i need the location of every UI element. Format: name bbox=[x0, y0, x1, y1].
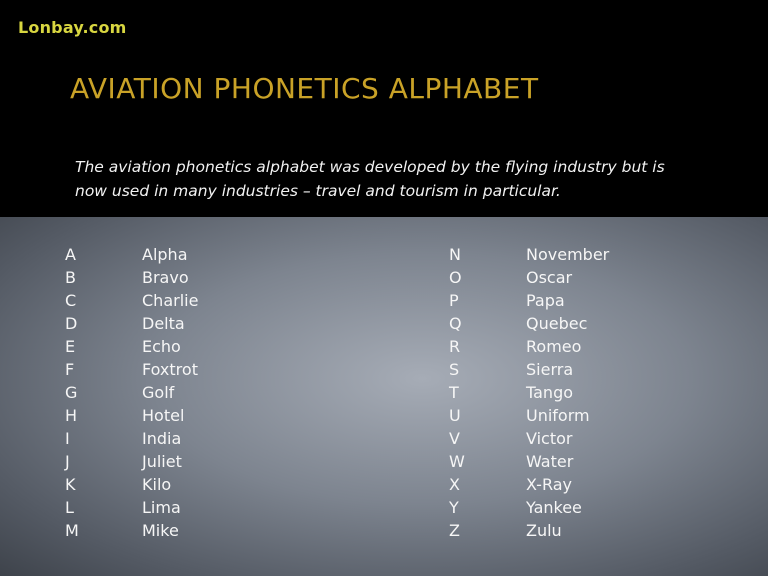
letter: T bbox=[449, 383, 459, 402]
alphabet-column-left bbox=[65, 243, 198, 542]
letter: Q bbox=[449, 314, 462, 333]
code-word: Oscar bbox=[526, 268, 573, 287]
alphabet-row bbox=[65, 496, 198, 519]
alphabet-row bbox=[449, 312, 609, 335]
code-word: Water bbox=[526, 452, 574, 471]
code-word: X-Ray bbox=[526, 475, 572, 494]
code-word: Papa bbox=[526, 291, 565, 310]
letter: F bbox=[65, 360, 75, 379]
alphabet-row bbox=[65, 450, 198, 473]
alphabet-row bbox=[449, 427, 609, 450]
letter: U bbox=[449, 406, 461, 425]
letter: C bbox=[65, 291, 77, 310]
code-word: Bravo bbox=[142, 268, 189, 287]
alphabet-row bbox=[65, 266, 198, 289]
letter: J bbox=[65, 452, 70, 471]
alphabet-row bbox=[449, 243, 609, 266]
alphabet-row bbox=[65, 427, 198, 450]
alphabet-row bbox=[449, 473, 609, 496]
intro-line: The aviation phonetics alphabet was developed by the flying industry but is bbox=[75, 158, 665, 176]
alphabet-row bbox=[449, 519, 609, 542]
letter: B bbox=[65, 268, 76, 287]
alphabet-column-right bbox=[449, 243, 609, 542]
letter: L bbox=[65, 498, 74, 517]
code-word: Hotel bbox=[142, 406, 185, 425]
letter: Y bbox=[449, 498, 459, 517]
code-word: Golf bbox=[142, 383, 175, 402]
alphabet-row bbox=[449, 381, 609, 404]
alphabet-row bbox=[65, 473, 198, 496]
code-word: Zulu bbox=[526, 521, 562, 540]
letter: O bbox=[449, 268, 462, 287]
alphabet-row bbox=[65, 243, 198, 266]
code-word: Foxtrot bbox=[142, 360, 198, 379]
code-word: Delta bbox=[142, 314, 185, 333]
code-word: Yankee bbox=[526, 498, 582, 517]
letter: R bbox=[449, 337, 461, 356]
code-word: Victor bbox=[526, 429, 573, 448]
letter: M bbox=[65, 521, 79, 540]
code-word: Kilo bbox=[142, 475, 172, 494]
letter: N bbox=[449, 245, 461, 264]
alphabet-row bbox=[449, 450, 609, 473]
code-word: Quebec bbox=[526, 314, 588, 333]
alphabet-row bbox=[65, 404, 198, 427]
letter: A bbox=[65, 245, 76, 264]
intro-line: now used in many industries – travel and tourism in particular. bbox=[75, 182, 561, 200]
alphabet-row bbox=[449, 266, 609, 289]
code-word: Alpha bbox=[142, 245, 188, 264]
code-word: Charlie bbox=[142, 291, 199, 310]
letter: E bbox=[65, 337, 76, 356]
alphabet-row bbox=[449, 289, 609, 312]
letter: Z bbox=[449, 521, 460, 540]
alphabet-row bbox=[449, 496, 609, 519]
code-word: Lima bbox=[142, 498, 181, 517]
watermark: Lonbay.com bbox=[18, 18, 127, 37]
code-word: Uniform bbox=[526, 406, 590, 425]
letter: W bbox=[449, 452, 465, 471]
code-word: Mike bbox=[142, 521, 179, 540]
letter: H bbox=[65, 406, 78, 425]
alphabet-row bbox=[65, 289, 198, 312]
code-word: Romeo bbox=[526, 337, 582, 356]
code-word: Juliet bbox=[142, 452, 182, 471]
alphabet-row bbox=[65, 312, 198, 335]
code-word: India bbox=[142, 429, 182, 448]
alphabet-row bbox=[65, 519, 198, 542]
letter: D bbox=[65, 314, 78, 333]
alphabet-row bbox=[449, 404, 609, 427]
intro-text bbox=[75, 155, 725, 203]
code-word: Tango bbox=[526, 383, 574, 402]
alphabet-row bbox=[449, 358, 609, 381]
alphabet-row bbox=[65, 381, 198, 404]
slide-title: AVIATION PHONETICS ALPHABET bbox=[70, 72, 539, 105]
letter: K bbox=[65, 475, 76, 494]
letter: S bbox=[449, 360, 460, 379]
alphabet-row bbox=[65, 335, 198, 358]
alphabet-row bbox=[65, 358, 198, 381]
letter: V bbox=[449, 429, 460, 448]
letter: I bbox=[65, 429, 70, 448]
letter: P bbox=[449, 291, 459, 310]
code-word: November bbox=[526, 245, 610, 264]
code-word: Echo bbox=[142, 337, 181, 356]
alphabet-row bbox=[449, 335, 609, 358]
letter: X bbox=[449, 475, 460, 494]
letter: G bbox=[65, 383, 78, 402]
code-word: Sierra bbox=[526, 360, 574, 379]
